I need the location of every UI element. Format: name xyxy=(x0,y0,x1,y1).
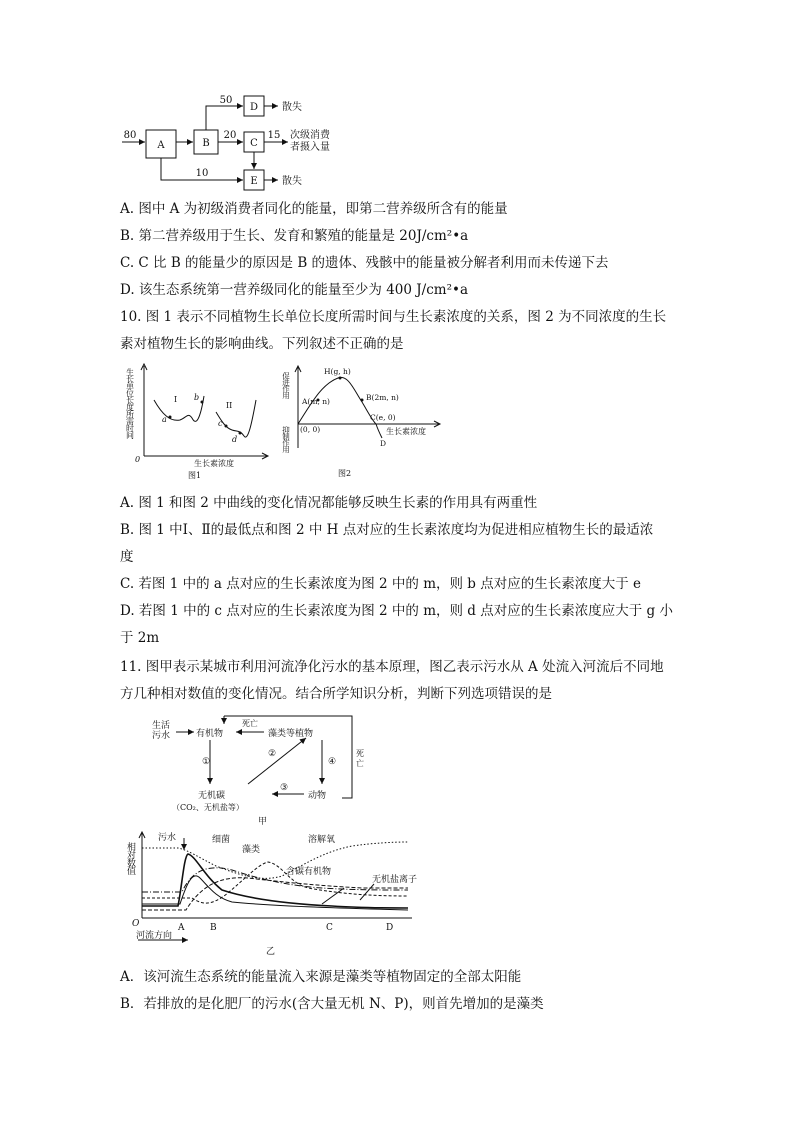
value-80: 80 xyxy=(123,130,137,141)
energy-flow-diagram xyxy=(118,92,418,196)
q10-option-d-cont: 于 2m xyxy=(120,630,160,646)
point-a-dot xyxy=(169,416,172,419)
fig-jia-caption: 甲 xyxy=(258,817,268,827)
series-oxygen xyxy=(142,842,408,878)
box-e-label: E xyxy=(250,176,258,187)
q11-figure-jia xyxy=(144,712,384,828)
point-c-label: c xyxy=(218,419,223,428)
value-50: 50 xyxy=(219,95,233,106)
fig1-xlabel: 生长素浓度 xyxy=(194,459,234,468)
box-b-label: B xyxy=(202,138,210,149)
origin-fig2-label: (0, 0) xyxy=(300,425,321,434)
q9-option-d: D. 该生态系统第一营养级同化的能量至少为 400 J/cm²•a xyxy=(120,282,469,298)
yi-tick-c: C xyxy=(326,923,333,933)
point-h-label: H(g, h) xyxy=(324,367,351,376)
label-d-dissipate: 散失 xyxy=(282,102,302,113)
point-h-dot xyxy=(339,377,342,380)
point-d-label: d xyxy=(232,435,238,444)
node-organic: 有机物 xyxy=(196,729,224,739)
fig1-caption: 图1 xyxy=(188,471,202,480)
node-inorganic-sub: （CO₂、无机盐等） xyxy=(172,803,244,812)
fig1-curve-ii-label: II xyxy=(226,401,233,410)
q10-option-c: C. 若图 1 中的 a 点对应的生长素浓度为图 2 中的 m，则 b 点对应的生长素浓度大于 e xyxy=(120,576,642,592)
point-b-fig2-dot xyxy=(361,399,364,402)
q9-option-c: C. C 比 B 的能量少的原因是 B 的遗体、残骸中的能量被分解者利用而未传递下去 xyxy=(120,255,609,271)
q10-stem-line1: 10. 图 1 表示不同植物生长单位长度所需时间与生长素浓度的关系，图 2 为不同浓度的生长 xyxy=(120,309,667,325)
fig-yi-caption: 乙 xyxy=(266,947,276,957)
point-b-dot xyxy=(201,401,204,404)
fig2-ylabel-down: 抑制作用 xyxy=(282,426,291,452)
legend-algae: 藻类 xyxy=(242,845,261,855)
label-e-dissipate: 散失 xyxy=(282,176,302,187)
q10-figure-1 xyxy=(122,360,272,484)
point-d-fig2-label: D xyxy=(380,439,387,448)
death-label-2: 死亡 xyxy=(356,749,364,768)
point-b-fig2-label: B(2m, n) xyxy=(366,393,399,402)
q11-option-a: A．该河流生态系统的能量流入来源是藻类等植物固定的全部太阳能 xyxy=(120,969,522,985)
q9-option-b: B. 第二营养级用于生长、发育和繁殖的能量是 20J/cm²•a xyxy=(120,228,469,244)
yi-tick-a: A xyxy=(178,923,185,933)
fig1-ylabel: 生长单位长度所需时间 xyxy=(125,368,135,438)
legend-oxygen: 溶解氧 xyxy=(308,835,336,845)
fig2-xlabel: 生长素浓度 xyxy=(386,427,426,436)
q10-option-d: D. 若图 1 中的 c 点对应的生长素浓度为图 2 中的 m，则 d 点对应的生长素浓度应大于 g 小 xyxy=(120,603,673,619)
step-2: ② xyxy=(268,749,277,759)
value-10: 10 xyxy=(195,168,209,179)
legend-organic-carbon: 含碳有机物 xyxy=(286,867,332,877)
yi-origin: O xyxy=(132,919,140,929)
fig1-origin: 0 xyxy=(135,455,141,464)
value-15: 15 xyxy=(267,130,281,141)
label-secondary-intake: 次级消费者摄入量 xyxy=(290,130,330,153)
node-algae: 藻类等植物 xyxy=(268,729,314,739)
fig2-caption: 图2 xyxy=(338,469,352,478)
point-d-dot xyxy=(239,432,242,435)
sewage-in-label: 生活污水 xyxy=(152,721,171,741)
yi-tick-d: D xyxy=(386,923,394,933)
yi-tick-b: B xyxy=(210,923,217,933)
point-a-fig2-label: A(m, n) xyxy=(302,397,330,406)
fig2-ylabel-up: 促进作用 xyxy=(282,372,291,398)
step-3: ③ xyxy=(280,783,289,793)
yi-xlabel: 河流方向 xyxy=(136,931,173,941)
q11-figure-yi xyxy=(112,826,418,960)
q11-stem-line2: 方几种相对数值的变化情况。结合所学知识分析，判断下列选项错误的是 xyxy=(120,686,552,702)
legend-inorganic-ions: 无机盐离子 xyxy=(372,875,418,885)
value-20: 20 xyxy=(223,130,237,141)
point-b-label: b xyxy=(194,393,200,402)
q10-option-a: A. 图 1 和图 2 中曲线的变化情况都能够反映生长素的作用具有两重性 xyxy=(120,495,538,511)
q10-stem-line2: 素对植物生长的影响曲线。下列叙述不正确的是 xyxy=(120,336,404,352)
legend-bacteria: 细菌 xyxy=(212,835,231,845)
box-c-label: C xyxy=(250,138,258,149)
q9-option-a: A. 图中 A 为初级消费者同化的能量，即第二营养级所含有的能量 xyxy=(120,201,508,217)
fig1-curve-i-label: I xyxy=(174,395,178,404)
box-d-label: D xyxy=(249,102,259,113)
node-animal: 动物 xyxy=(308,791,327,801)
yi-ylabel: 相对数值 xyxy=(125,842,135,874)
q10-option-b-cont: 度 xyxy=(120,549,134,565)
death-label-1: 死亡 xyxy=(242,719,258,728)
point-c-dot xyxy=(225,425,228,428)
q10-figure-2 xyxy=(282,362,442,484)
box-a-label: A xyxy=(157,140,165,151)
q11-stem-line1: 11. 图甲表示某城市利用河流净化污水的基本原理，图乙表示污水从 A 处流入河流后不同地 xyxy=(120,659,664,675)
point-a-label: a xyxy=(162,415,167,424)
q10-option-b: B. 图 1 中Ⅰ、Ⅱ的最低点和图 2 中 H 点对应的生长素浓度均为促进相应植物生长的最适浓 xyxy=(120,522,654,538)
point-c-fig2-label: C(e, 0) xyxy=(370,413,396,422)
step-4: ④ xyxy=(328,757,337,767)
legend-sewage: 污水 xyxy=(158,833,177,843)
step-1: ① xyxy=(202,757,211,767)
node-inorganic: 无机碳 xyxy=(198,791,226,801)
q11-option-b: B．若排放的是化肥厂的污水(含大量无机 N、P)，则首先增加的是藻类 xyxy=(120,996,544,1012)
